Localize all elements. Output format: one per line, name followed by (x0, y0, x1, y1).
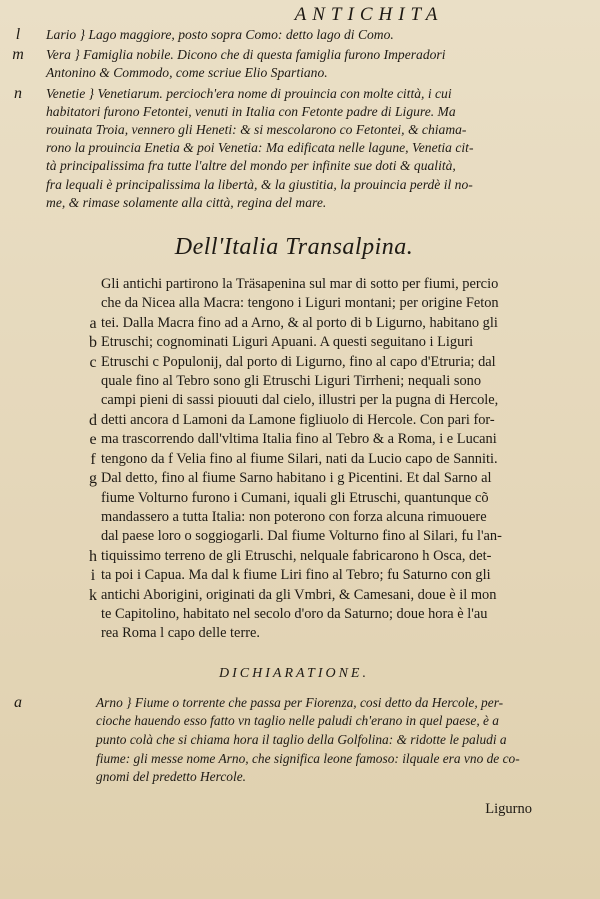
margin-letter: a (89, 314, 97, 332)
text-line (101, 527, 582, 546)
margin-letter: h (89, 547, 97, 565)
gloss-line: habitatori furono Fetontei, venuti in Italia con Fetonte padre di Ligure. Ma (46, 103, 456, 119)
gloss-line: me, & rimase solamente alla città, regina del mare. (46, 194, 327, 210)
text-line-content: Etruschi; cognominati Liguri Apuani. A questi seguitano i Liguri (101, 334, 474, 351)
gloss-line: Venetie } Venetiarum. percioch'era nome di prouincia con molte città, i cui (46, 85, 452, 101)
gloss-line: tà principalissima fra tutte l'altre del mondo per infinite sue doti & qualità, (46, 158, 456, 174)
text-line-content: detti ancora d Lamoni da Lamone figliuolo di Hercole. Con pari for- (101, 411, 495, 428)
text-line-content: Etruschi c Populonij, dal porto di Ligurno, fino al capo d'Etruria; dal (101, 353, 496, 370)
text-line (89, 430, 582, 449)
catchword: Ligurno (485, 800, 532, 817)
text-line (101, 372, 582, 391)
text-line-content: che da Nicea alla Macra: tengono i Liguri montani; per origine Feton (101, 295, 499, 312)
text-line (101, 275, 582, 294)
gloss-marker: m (12, 46, 24, 64)
gloss-line: fra lequali è principalissima la libertà, & la giustitia, la prouincia perdè il no- (46, 176, 473, 192)
text-line (101, 391, 582, 410)
gloss-marker: n (14, 84, 22, 102)
note-line: punto colà che si chiama hora il taglio della Golfolina: & ridotte le paludi a (96, 731, 507, 747)
gloss-block (6, 26, 582, 212)
text-line-content: ma trascorrendo dall'vltima Italia fino al Tebro & a Roma, i e Lucani (101, 431, 497, 448)
text-line (89, 353, 582, 372)
margin-letter: e (89, 431, 97, 449)
text-line-content: tiquissimo terreno de gli Etruschi, nelquale fabricarono h Osca, det- (101, 547, 492, 564)
text-line (89, 411, 582, 430)
note-line: cioche hauendo esso fatto vn taglio nelle paludi ch'erano in quel paese, è a (96, 713, 500, 729)
subhead: DICHIARATIONE. (219, 665, 369, 681)
text-line-content: te Capitolino, habitato nel secolo d'oro da Saturno; doue hora è l'au (101, 605, 488, 622)
text-line-content: dal paese loro o soggiogarli. Dal fiume Volturno fino al Silari, fu l'an- (101, 528, 502, 545)
section-title: Dell'Italia Transalpina. (174, 234, 414, 261)
gloss-marker: l (15, 26, 21, 43)
gloss-entry (15, 26, 582, 44)
running-head: ANTICHITA (294, 4, 444, 25)
notes-block (6, 694, 582, 787)
text-line (89, 547, 582, 566)
text-line (89, 586, 582, 605)
main-text (6, 275, 582, 644)
text-line-content: Dal detto, fino al fiume Sarno habitano i g Picentini. Et dal Sarno al (101, 470, 492, 487)
text-line (101, 508, 582, 527)
note-marker: a (14, 693, 22, 711)
text-line (101, 605, 582, 624)
text-line (89, 333, 582, 352)
margin-letter: c (89, 353, 97, 371)
text-line (89, 469, 582, 488)
note-line: gnomi del predetto Hercole. (96, 769, 246, 785)
text-line (89, 314, 582, 333)
text-line-content: tengono da f Velia fino al fiume Silari, nati da Lucio capo de Sanniti. (101, 450, 498, 467)
text-line-content: fiume Volturno furono i Cumani, iquali gli Etruschi, quantunque cõ (101, 489, 489, 506)
margin-letter: f (90, 450, 96, 468)
text-line-content: campi pieni di sassi piouuti dal cielo, illustri per la pugna di Hercole, (101, 392, 499, 409)
gloss-line: Vera } Famiglia nobile. Dicono che di questa famiglia furono Imperadori (46, 47, 446, 63)
text-line (101, 294, 582, 313)
gloss-line: Antonino & Commodo, come scriue Elio Spartiano. (46, 65, 328, 81)
margin-letter: b (89, 334, 97, 352)
gloss-entry (12, 46, 582, 82)
text-line (101, 489, 582, 508)
margin-letter: k (89, 586, 97, 604)
text-line (90, 566, 582, 585)
gloss-line: Lario } Lago maggiore, posto sopra Como: detto lago di Como. (46, 27, 394, 42)
margin-letter: i (90, 567, 96, 585)
note-line: Arno } Fiume o torrente che passa per Fiorenza, cosi detto da Hercole, per- (96, 694, 504, 710)
note-line: fiume: gli messe nome Arno, che significa leone famoso: ilquale era vno de co- (96, 750, 520, 766)
text-line-content: antichi Aborigini, originati da gli Vmbri, & Camesani, doue è il mon (101, 586, 497, 603)
gloss-line: rouinata Troia, vennero gli Heneti: & si mescolarono co Fetontei, & chiama- (46, 122, 467, 138)
gloss-entry (14, 84, 582, 212)
text-line (90, 450, 582, 469)
text-line-content: rea Roma l capo delle terre. (101, 625, 261, 642)
gloss-line: rono la prouincia Enetia & poi Venetia: Ma edificata nelle lagune, Venetia cit- (46, 140, 474, 156)
text-line-content: ta poi i Capua. Ma dal k fiume Liri fino al Tebro; fu Saturno con gli (101, 567, 491, 584)
text-line-content: quale fino al Tebro sono gli Etruschi Liguri Tirrheni; nequali sono (101, 373, 482, 390)
text-line-content: mandassero a tutta Italia: non poterono con forza alcuna rimuouere (101, 508, 487, 525)
text-line (101, 624, 582, 643)
margin-letter: d (89, 411, 97, 429)
text-line-content: Gli antichi partirono la Träsapenina sul mar di sotto per fiumi, percio (101, 276, 499, 293)
margin-letter: g (89, 470, 97, 488)
text-line-content: tei. Dalla Macra fino ad a Arno, & al porto di b Ligurno, habitano gli (101, 314, 498, 331)
